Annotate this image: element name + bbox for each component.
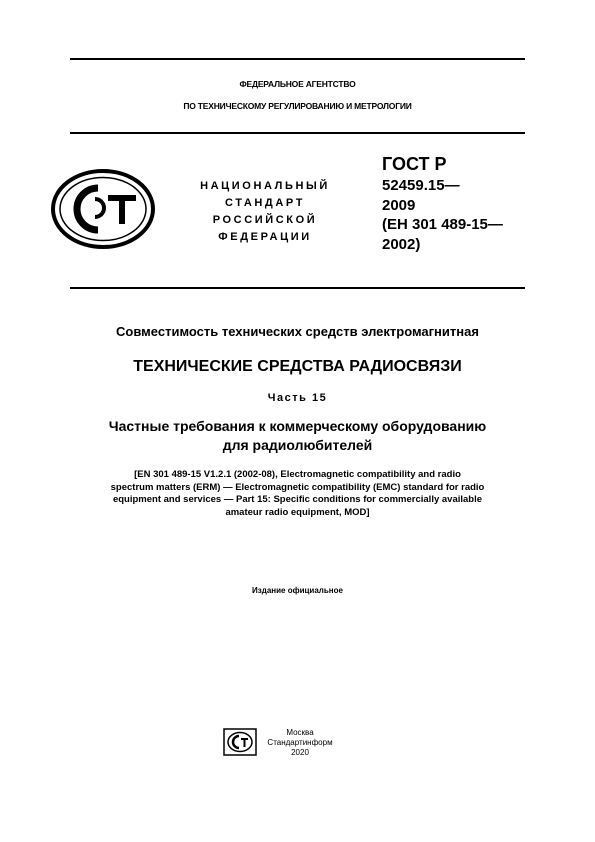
title-part: Часть 15: [267, 392, 328, 404]
publisher-name: Стандартинформ: [267, 738, 333, 747]
designation-line-2: 52459.15—: [382, 177, 460, 194]
publisher-year: 2020: [291, 748, 309, 757]
edition-label: Издание официальное: [252, 586, 343, 595]
publisher-info: [262, 728, 338, 758]
page-title: ТЕХНИЧЕСКИЕ СРЕДСТВА РАДИОСВЯЗИ: [133, 358, 462, 375]
title-group: Совместимость технических средств электромагнитная: [116, 324, 479, 339]
agency-rule: [70, 132, 525, 134]
designation-line-5: 2002): [382, 235, 421, 253]
en-reference-line-2: spectrum matters (ERM) — Electromagnetic compatibility (EMC) standard for radio: [110, 481, 485, 493]
en-reference-line-4: amateur radio equipment, MOD]: [225, 506, 370, 518]
gost-r-emblem-icon: [50, 168, 156, 250]
agency-line-2: ПО ТЕХНИЧЕСКОМУ РЕГУЛИРОВАНИЮ И МЕТРОЛОГИИ: [183, 101, 412, 111]
agency-line-1: ФЕДЕРАЛЬНОЕ АГЕНТСТВО: [239, 79, 356, 89]
en-reference-line-1: [EN 301 489-15 V1.2.1 (2002-08), Electromagnetic compatibility and radio: [134, 469, 461, 480]
publisher-logo-icon: [223, 728, 257, 756]
publisher-city: Москва: [286, 728, 314, 737]
en-reference-line-3: equipment and services — Part 15: Specific conditions for commercially available: [112, 494, 483, 505]
top-rule: [70, 58, 525, 60]
designation-line-1: ГОСТ Р: [382, 154, 447, 174]
national-standard-line-4: ФЕДЕРАЦИИ: [218, 231, 312, 243]
national-standard-line-3: РОССИЙСКОЙ: [212, 214, 318, 226]
designation-line-4: (ЕН 301 489-15—: [382, 216, 503, 233]
en-reference: [60, 469, 535, 519]
title-subtitle-line-2: для радиолюбителей: [222, 437, 373, 453]
designation-line-3: 2009: [382, 196, 416, 214]
national-standard-block: [170, 178, 360, 246]
title-subtitle-line-1: Частные требования к коммерческому оборудованию: [108, 418, 487, 434]
standard-designation: [382, 152, 503, 254]
designation-rule: [70, 287, 525, 289]
national-standard-line-1: НАЦИОНАЛЬНЫЙ: [200, 180, 330, 192]
national-standard-line-2: СТАНДАРТ: [224, 197, 306, 209]
